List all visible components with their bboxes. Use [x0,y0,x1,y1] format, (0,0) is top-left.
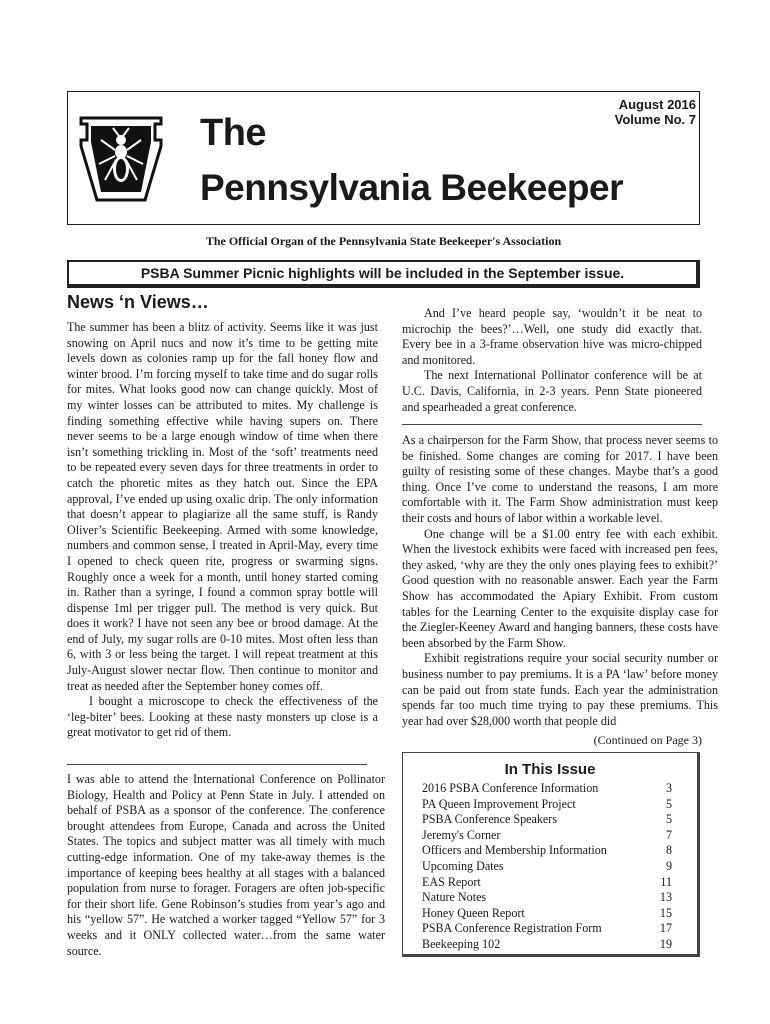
toc-item-title: PSBA Conference Registration Form [422,921,602,936]
toc-item-page: 19 [659,936,672,951]
toc-item[interactable] [422,906,672,922]
toc-item[interactable] [422,859,672,875]
announcement-banner: PSBA Summer Picnic highlights will be included in the September issue. [67,260,700,288]
masthead-subtitle: The Official Organ of the Pennsylvania State Beekeeper's Association [205,234,562,248]
section-divider [402,424,702,425]
toc-item-title: Officers and Membership Information [422,843,607,858]
toc-item-page: 15 [659,905,672,920]
toc-item-title: Upcoming Dates [422,858,504,873]
toc-item-page: 9 [665,858,672,873]
toc-item-page: 11 [660,874,672,889]
toc-item-title: PSBA Conference Speakers [422,812,558,827]
article-paragraph: Exhibit registrations require your social security number or business number to pay premiums. It is a PA ‘law’ before money can be paid out from state funds. Each year the administration spends far too much time trying to pay these premiums. This year had over $28,000 worth that people did [402,651,718,728]
section-heading: News ‘n Views… [67,292,209,312]
masthead [67,91,700,225]
toc-item[interactable] [422,843,672,859]
toc-item-title: Beekeeping 102 [422,936,501,951]
article-paragraph: I bought a microscope to check the effectiveness of the ‘leg-biter’ bees. Looking at these nasty monsters up close is a great motivator to get rid of them. [67,694,378,740]
continued-note: (Continued on Page 3) [593,733,702,747]
toc-item[interactable] [422,797,672,813]
article-column-right-bottom [402,433,718,729]
toc-item-page: 5 [665,812,672,827]
table-of-contents [422,781,672,953]
keystone-bee-icon [79,114,163,204]
volume-number: Volume No. 7 [614,112,696,127]
toc-item[interactable] [422,781,672,797]
article-column-left-bottom [67,772,385,959]
title-line-1: The [200,112,267,154]
article-column-right-top [402,306,702,415]
toc-item-title: Jeremy's Corner [422,827,501,842]
article-paragraph: The next International Pollinator conference will be at U.C. Davis, California, in 2-3 years. Penn State pioneered and spearheaded a great conference. [402,368,702,414]
toc-item[interactable] [422,890,672,906]
toc-item-title: 2016 PSBA Conference Information [422,781,599,795]
toc-item[interactable] [422,875,672,891]
article-paragraph: And I’ve heard people say, ‘wouldn’t it be neat to microchip the bees?’…Well, one study did exactly that. Every bee in a 3-frame observation hive was micro-chipped and monitored. [402,306,702,367]
toc-item[interactable] [422,828,672,844]
issue-info [615,97,696,127]
article-paragraph: I was able to attend the International Conference on Pollinator Biology, Health and Policy at Penn State in July. I attended on behalf of PSBA as a sponsor of the conference. The conference brought attendees from Europe, Canada and across the United States. The topics and subject matter was all timely with much cutting-edge information. One of my take-away themes is the importance of keeping bees healthy at all stages with a balanced population from nurse to forager. Foragers are often job-specific for their short life. Gene Robinson’s studies from year’s ago and his “yellow 57”. He watched a worker tagged “Yellow 57” for 3 weeks and it ONLY collected water…from the same water source. [67,772,385,958]
toc-item-page: 17 [659,921,672,936]
toc-item-page: 7 [665,827,672,842]
article-paragraph: The summer has been a blitz of activity. Seems like it was just snowing on April nucs and now it’s time to be getting mite levels down as colonies ramp up for the fall honey flow and winter brood. I’m forcing myself to take time and do sugar rolls for mites. What looks good now can change quickly. Most of my winter losses can be attributed to mites. My challenge is finding something effective while having supers on. There never seems to be a large enough window of time when there isn’t something trickling in. Most of the ‘soft’ treatments need to be repeated every seven days for three treatments in order to catch the phoretic mites as they hatch out. Since the EPA approval, I’ve ended up using oxalic drip. The only information that doesn’t appear to plagiarize all the same stuff, is Randy Oliver’s Scientific Beekeeping. Armed with some knowledge, numbers and common sense, I treated in April-May, every time I opened to check queen rite, progress or swarming signs. Roughly once a week for a month, until honey started coming in. Rather than a syringe, I found a common spray bottle will dispense 1ml per trigger pull. The method is very quick. But does it work? I have not seen any bee or brood damage. At the end of July, my sugar rolls are 0-10 mites. Most often less than 6, with 3 or less being the target. I will repeat treatment at this July-August slower nectar flow. Then continue to monitor and treat as needed after the September honey comes off. [67,320,378,693]
toc-item-title: EAS Report [422,874,481,889]
in-this-issue-title: In This Issue [504,761,596,778]
in-this-issue-box [402,752,700,957]
toc-item-page: 5 [665,796,672,811]
toc-item-page: 13 [659,890,672,905]
toc-item[interactable] [422,921,672,937]
toc-item[interactable] [422,812,672,828]
toc-item-title: PA Queen Improvement Project [422,796,576,811]
issue-date: August 2016 [618,97,696,112]
article-paragraph: One change will be a $1.00 entry fee with each exhibit. When the livestock exhibits were faced with increased pen fees, they asked, ‘why are they the only ones playing fees to exhibit?’ Good question with no reasonable answer. Each year the Farm Show has accommodated the Apiary Exhibit. From custom tables for the Learning Center to the exquisite display case for the Ziegler-Keeney Award and hanging banners, these costs have been absorbed by the Farm Show. [402,526,718,650]
toc-item-page: 3 [665,781,672,795]
newsletter-title: Pennsylvania Beekeeper [200,167,623,208]
toc-item-title: Honey Queen Report [422,905,525,920]
section-divider [67,764,367,765]
article-paragraph: As a chairperson for the Farm Show, that process never seems to be finished. Some changes are coming for 2017. I have been guilty of resisting some of these changes. Maybe that’s a good thing. Once I’ve come to understand the reasons, I am more comfortable with it. The Farm Show administration must keep their costs and hours of labor within a workable level. [402,433,718,525]
toc-item[interactable] [422,937,672,953]
toc-item-title: Nature Notes [422,890,487,905]
toc-item-page: 8 [665,843,672,858]
article-column-left-top [67,320,378,741]
